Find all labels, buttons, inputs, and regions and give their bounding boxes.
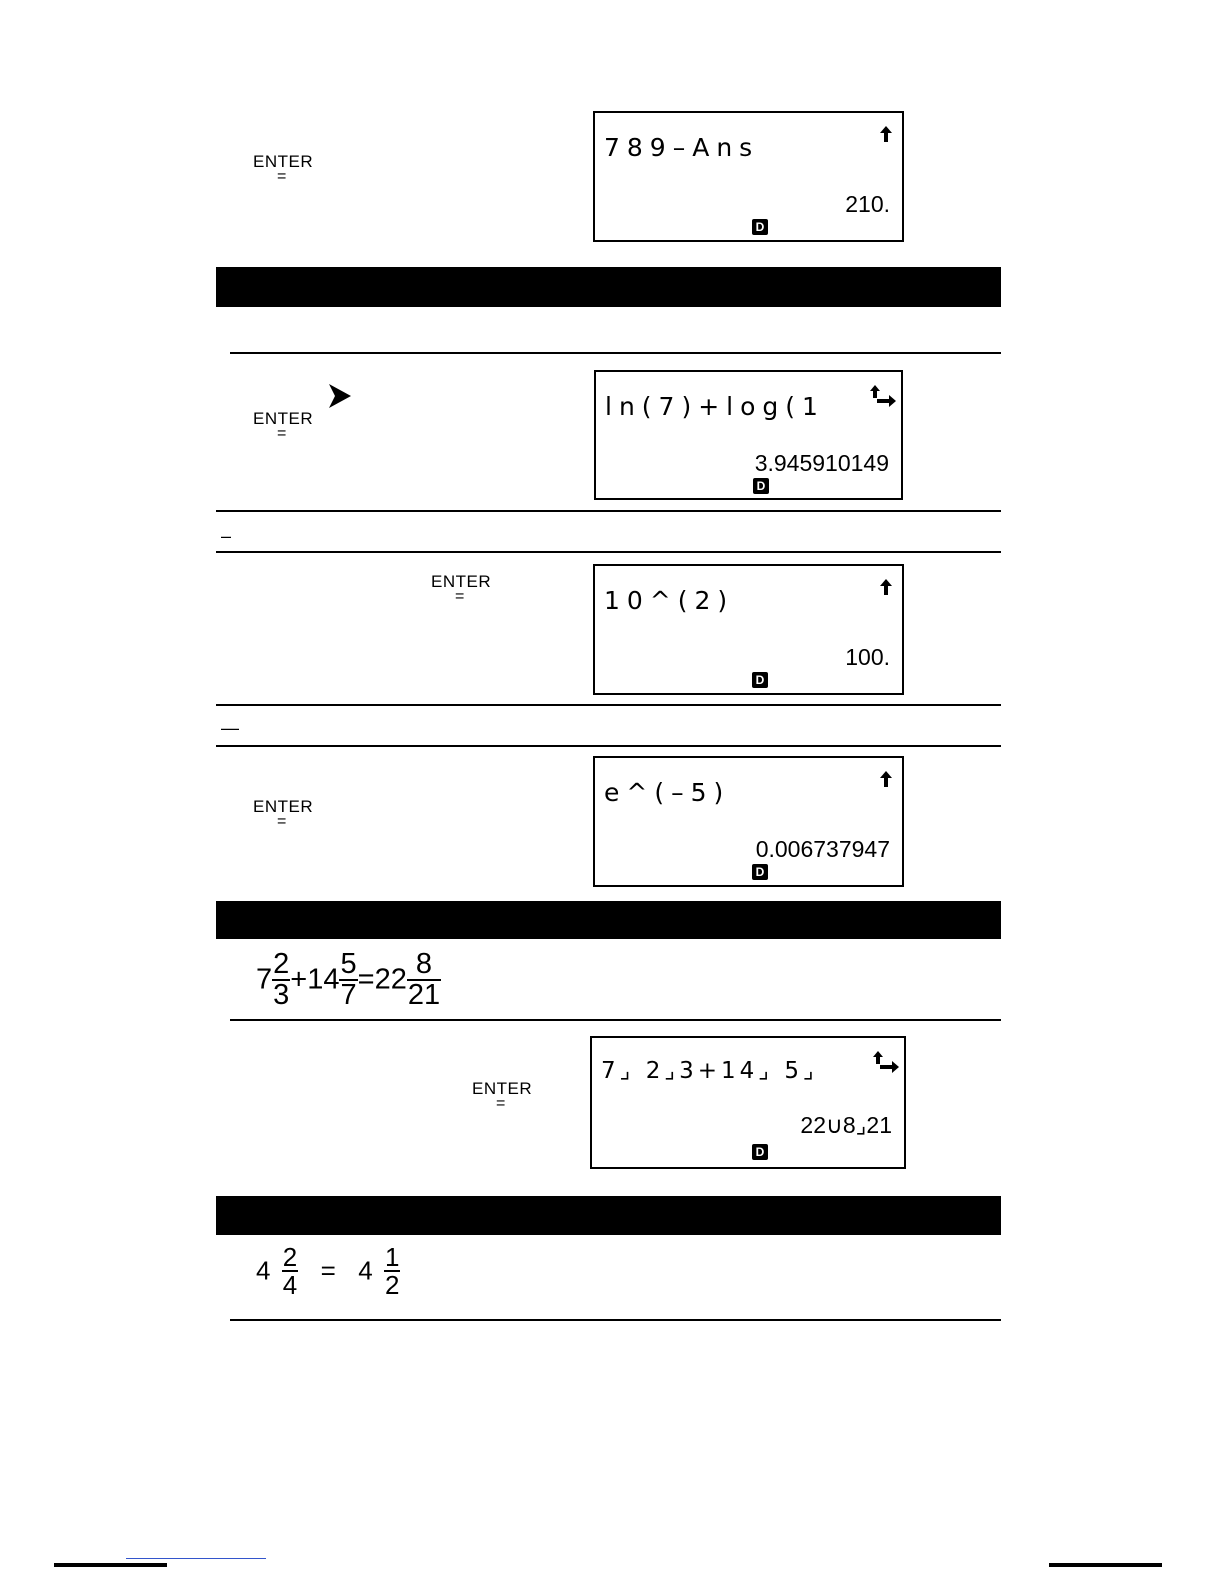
lcd-screen-5 [590,1036,906,1169]
divider [216,704,1001,706]
lcd-expression: 10^(2) [604,586,735,615]
divider [230,352,1001,354]
section-header-bar [216,901,1001,939]
small-mark: – [221,526,232,546]
divider [216,551,1001,553]
enter-key-label: ENTER = [253,409,314,442]
footer-mark-left [54,1563,167,1567]
section-header-bar [216,267,1001,307]
fraction-equation: 7 $\frac{2}{3}$ +14 $\frac{5}{7}$ =22 $\frac{8}{21}$ [256,948,441,1011]
divider [230,1319,1001,1321]
section-header-bar [216,1196,1001,1235]
shift-up-icon [878,770,894,788]
lcd-expression: ln(7)+log(1 [605,392,825,421]
divider [230,1019,1001,1021]
lcd-expression: 789–Ans [604,133,760,162]
lcd-screen-3 [593,564,904,695]
degree-mode-indicator: D [752,1144,768,1160]
lcd-screen-1 [593,111,904,242]
enter-key-label: ENTER = [431,572,492,605]
enter-key-label: ENTER = [253,152,314,185]
footer-link-underline [126,1558,266,1559]
lcd-expression: 7⌟ 2⌟3+14⌟ 5⌟ [601,1058,818,1084]
degree-mode-indicator: D [752,672,768,688]
lcd-screen-2 [594,370,903,500]
enter-key-label: ENTER = [253,797,314,830]
simplify-equation: 4 $\frac{2}{4}$ = 4 $\frac{1}{2}$ [256,1242,400,1300]
arrow-right-icon [327,382,353,410]
lcd-result: 3.945910149 [754,450,889,476]
shift-up-icon [878,578,894,596]
lcd-screen-4 [593,756,904,887]
enter-key-label: ENTER = [472,1079,533,1112]
footer-mark-right [1049,1563,1162,1567]
small-mark: — [221,718,239,738]
degree-mode-indicator: D [752,864,768,880]
lcd-result: 100. [845,644,890,670]
lcd-result: 0.006737947 [755,836,890,862]
shift-scroll-icon [869,384,897,408]
lcd-expression: e^(–5) [604,778,731,807]
lcd-result: 210. [845,191,890,217]
shift-up-icon [878,125,894,143]
degree-mode-indicator: D [752,219,768,235]
lcd-result: 22∪8⌟21 [800,1112,892,1138]
divider [216,745,1001,747]
divider [216,510,1001,512]
degree-mode-indicator: D [753,478,769,494]
shift-scroll-icon [872,1050,900,1074]
